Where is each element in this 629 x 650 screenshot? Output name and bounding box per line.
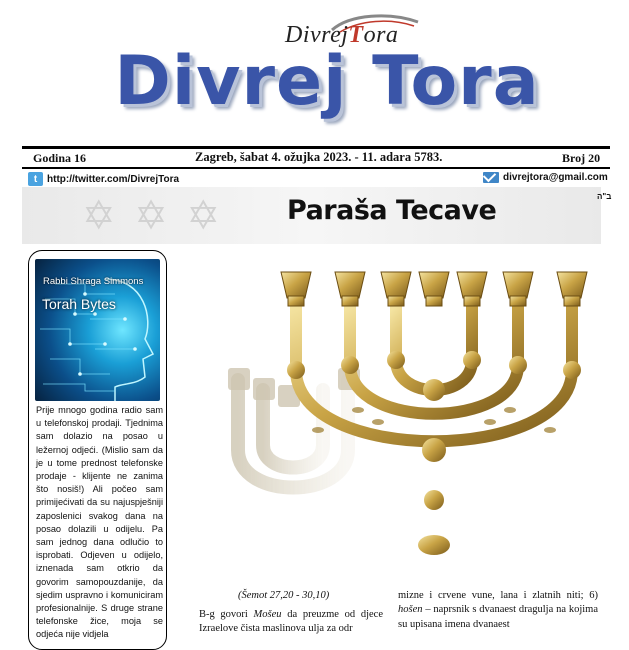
small-logo-post: ora: [363, 22, 399, 48]
issue-number: Broj 20: [562, 151, 601, 165]
email-link[interactable]: [483, 172, 608, 183]
bh-mark: ב"ה: [597, 192, 612, 201]
twitter-link[interactable]: [28, 172, 179, 186]
sidebar-title: Torah Bytes: [42, 296, 116, 312]
menorah-image: [178, 250, 608, 585]
digital-head-image: [35, 259, 160, 401]
issue-year: Godina 16: [33, 151, 87, 165]
col-a-lead: B-g govori: [199, 609, 254, 620]
sidebar-author: Rabbi Shraga Simmons: [43, 276, 144, 287]
twitter-icon: t: [28, 172, 43, 186]
col-b-lead: mizne i crvene vune, lana i zlatnih niti; 6): [398, 590, 598, 601]
col-b-term: hošen: [398, 604, 423, 616]
menorah-icon: [178, 250, 608, 585]
email-address[interactable]: divrejtora@gmail.com: [503, 172, 608, 183]
banner-ghost-lettering: ✡ ✡ ✡: [82, 193, 223, 239]
mail-icon: [483, 172, 499, 183]
torah-bytes-sidebar: [28, 250, 167, 650]
twitter-url[interactable]: http://twitter.com/DivrejTora: [47, 173, 180, 185]
col-a-name: Mošeu: [253, 609, 282, 620]
torah-reference: (Šemot 27,20 - 30,10): [238, 590, 330, 601]
small-logo-pre: Divrej: [285, 22, 349, 48]
small-logo-cap: T: [348, 22, 364, 48]
col-a-rest: da preuzme od djece Izraelove čista maslinova ulja za odr: [199, 609, 383, 634]
col-b-rest: – naprsnik s dvanaest dragulja na kojima su upisana imena dvanaest: [398, 604, 598, 630]
mid-divider: [22, 167, 610, 169]
masthead-title: Divrej Tora: [114, 42, 540, 121]
article-column-b: [398, 589, 598, 632]
sidebar-body: Prije mnogo godina radio sam u telefonskoj prodaji. Tjednima sam dolazio na posao u ležernoj odjeći. (Mislio sam da je u tome prednost telefonske prodaje - klijente ne zanima što nosiš!) Ali počeo sam primijećivati da su najuspješniji zaposlenici svakog dana na posao dolazili u odijelu. Pa sam jednog dana odlučio to isprobati. Odjeven u odijelo, iznenada sam otkrio da govorim samopouzdanije, da sjedim uspravno i komuniciram profesionalnije. S druge strane telefonske žice, moja se odjeća nije vidjela: [36, 405, 163, 640]
parasha-title: Paraša Tecave: [287, 195, 497, 226]
top-divider: [22, 146, 610, 149]
article-column-a: [187, 608, 383, 636]
issue-date: Zagreb, šabat 4. ožujka 2023. - 11. adara 5783.: [195, 150, 443, 164]
parasha-banner: [22, 187, 612, 244]
